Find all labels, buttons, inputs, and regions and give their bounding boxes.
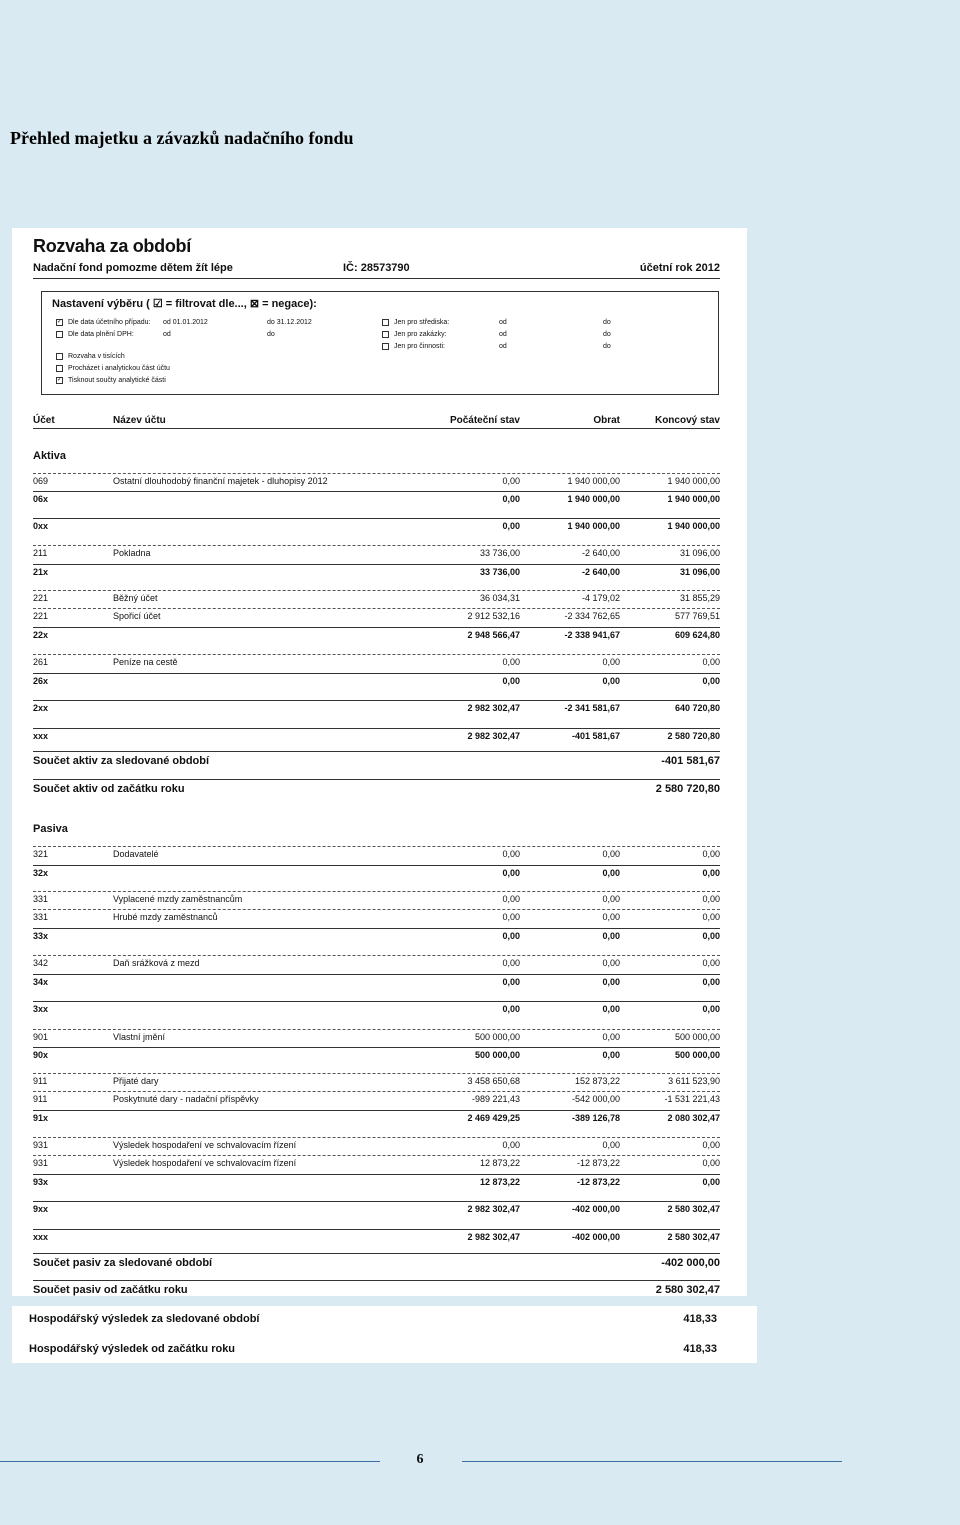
- account-cell: xxx: [33, 1232, 49, 1242]
- subtotal-row: [33, 491, 720, 507]
- end-cell: 500 000,00: [674, 1050, 720, 1060]
- end-cell: 0,00: [702, 676, 720, 686]
- turnover-cell: 0,00: [602, 1032, 620, 1042]
- end-cell: 2 080 302,47: [667, 1113, 720, 1123]
- start-cell: 2 469 429,25: [467, 1113, 520, 1123]
- end-cell: 0,00: [702, 657, 720, 667]
- start-cell: 2 982 302,47: [467, 1204, 520, 1214]
- checkbox-icon: [382, 331, 389, 338]
- turnover-cell: -2 334 762,65: [564, 611, 620, 621]
- filter-option: [56, 352, 125, 362]
- account-cell: 9xx: [33, 1204, 49, 1214]
- filter-option-label: Dle data plnění DPH:: [68, 331, 134, 338]
- account-cell: 34x: [33, 977, 49, 987]
- sum-label: Součet aktiv za sledované období: [33, 755, 210, 767]
- start-cell: 0,00: [502, 977, 520, 987]
- filter-option: [382, 342, 445, 352]
- end-cell: 2 580 720,80: [667, 731, 720, 741]
- turnover-cell: 0,00: [602, 849, 620, 859]
- start-cell: 2 982 302,47: [467, 1232, 520, 1242]
- start-cell: 0,00: [502, 931, 520, 941]
- table-row: [33, 545, 720, 561]
- end-cell: 1 940 000,00: [667, 476, 720, 486]
- divider: [33, 428, 720, 429]
- account-cell: 06x: [33, 494, 49, 504]
- end-cell: 0,00: [702, 868, 720, 878]
- account-cell: 221: [33, 611, 49, 621]
- aktiva-sum-year: [33, 779, 720, 796]
- start-cell: 12 873,22: [479, 1158, 520, 1168]
- start-cell: 0,00: [502, 868, 520, 878]
- table-row: [33, 955, 720, 971]
- sum-value: -402 000,00: [661, 1257, 720, 1269]
- checked-checkbox-icon: ✓: [57, 318, 63, 325]
- start-cell: 2 948 566,47: [467, 630, 520, 640]
- start-cell: 0,00: [502, 494, 520, 504]
- account-cell: 342: [33, 958, 49, 968]
- turnover-cell: 0,00: [602, 912, 620, 922]
- sum-value: 2 580 720,80: [655, 783, 720, 795]
- filter-from-value: od: [163, 331, 171, 338]
- account-name-cell: Poskytnuté dary - nadační příspěvky: [113, 1094, 259, 1104]
- subtotal-row: [33, 673, 720, 689]
- start-cell: 500 000,00: [474, 1032, 520, 1042]
- start-cell: 0,00: [502, 1140, 520, 1150]
- table-row: [33, 1155, 720, 1171]
- account-cell: 91x: [33, 1113, 49, 1123]
- start-cell: 12 873,22: [479, 1177, 520, 1187]
- end-cell: 0,00: [702, 1140, 720, 1150]
- turnover-cell: 0,00: [602, 676, 620, 686]
- account-cell: 93x: [33, 1177, 49, 1187]
- account-cell: 261: [33, 657, 49, 667]
- filter-option-label: Jen pro zakázky:: [394, 331, 447, 338]
- account-cell: 911: [33, 1076, 48, 1086]
- account-name-cell: Hrubé mzdy zaměstnanců: [113, 912, 218, 922]
- account-cell: 0xx: [33, 521, 49, 531]
- end-cell: 0,00: [702, 931, 720, 941]
- filter-option: [56, 318, 151, 328]
- end-cell: 609 624,80: [674, 630, 720, 640]
- turnover-cell: 0,00: [602, 1140, 620, 1150]
- turnover-cell: 1 940 000,00: [567, 476, 620, 486]
- account-cell: 931: [33, 1140, 49, 1150]
- account-name-cell: Výsledek hospodaření ve schvalovacím řízení: [113, 1140, 297, 1150]
- turnover-cell: -389 126,78: [571, 1113, 620, 1123]
- account-cell: 901: [33, 1032, 49, 1042]
- account-name-cell: Běžný účet: [113, 593, 158, 603]
- end-cell: 640 720,80: [674, 703, 720, 713]
- col-turnover: Obrat: [593, 415, 620, 426]
- subtotal-row: [33, 865, 720, 881]
- turnover-cell: -401 581,67: [571, 731, 620, 741]
- checkbox-icon: [56, 331, 63, 338]
- end-cell: 577 769,51: [674, 611, 720, 621]
- turnover-cell: -12 873,22: [576, 1158, 620, 1168]
- subtotal-row: [33, 700, 720, 716]
- end-cell: 0,00: [702, 1158, 720, 1168]
- start-cell: 0,00: [502, 676, 520, 686]
- start-cell: -989 221,43: [471, 1094, 520, 1104]
- filter-option-label: Tisknout součty analytické části: [68, 377, 166, 384]
- turnover-cell: 0,00: [602, 931, 620, 941]
- checked-checkbox-icon: ✓: [57, 376, 63, 383]
- start-cell: 2 982 302,47: [467, 731, 520, 741]
- end-cell: -1 531 221,43: [664, 1094, 720, 1104]
- start-cell: 500 000,00: [474, 1050, 520, 1060]
- end-cell: 0,00: [702, 894, 720, 904]
- end-cell: 0,00: [702, 1004, 720, 1014]
- filter-option-label: Procházet i analytickou část účtu: [68, 365, 170, 372]
- end-cell: 1 940 000,00: [667, 521, 720, 531]
- end-cell: 0,00: [702, 958, 720, 968]
- pasiva-sum-year: [33, 1280, 720, 1297]
- account-cell: 21x: [33, 567, 49, 577]
- turnover-cell: -2 338 941,67: [564, 630, 620, 640]
- start-cell: 0,00: [502, 849, 520, 859]
- end-cell: 0,00: [702, 912, 720, 922]
- subtotal-row: [33, 1201, 720, 1217]
- account-cell: 32x: [33, 868, 49, 878]
- divider: [33, 278, 720, 279]
- checkbox-icon: [56, 353, 63, 360]
- account-cell: 321: [33, 849, 49, 859]
- org-name: Nadační fond pomozme dětem žít lépe: [33, 262, 233, 274]
- subtotal-row: [33, 728, 720, 744]
- turnover-cell: 0,00: [602, 977, 620, 987]
- filter-from-value: od: [499, 319, 507, 326]
- turnover-cell: 0,00: [602, 894, 620, 904]
- turnover-cell: -2 640,00: [581, 548, 620, 558]
- start-cell: 0,00: [502, 958, 520, 968]
- account-name-cell: Daň srážková z mezd: [113, 958, 200, 968]
- filter-to-value: do: [603, 343, 611, 350]
- account-cell: 931: [33, 1158, 49, 1168]
- balance-sheet-scan: [12, 228, 747, 1296]
- end-cell: 1 940 000,00: [667, 494, 720, 504]
- subtotal-row: [33, 928, 720, 944]
- col-account: Účet: [33, 415, 55, 426]
- filter-option-label: Jen pro činnosti:: [394, 343, 445, 350]
- account-name-cell: Pokladna: [113, 548, 151, 558]
- filter-option: [56, 376, 166, 386]
- account-cell: 331: [33, 894, 49, 904]
- col-end: Koncový stav: [654, 415, 720, 426]
- start-cell: 0,00: [502, 912, 520, 922]
- subtotal-row: [33, 627, 720, 643]
- start-cell: 33 736,00: [479, 567, 520, 577]
- end-cell: 31 096,00: [679, 548, 720, 558]
- subtotal-row: [33, 1229, 720, 1245]
- account-name-cell: Přijaté dary: [113, 1076, 159, 1086]
- sum-label: Součet pasiv za sledované období: [33, 1257, 213, 1269]
- checkbox-icon: [382, 319, 389, 326]
- account-cell: 069: [33, 476, 49, 486]
- subtotal-row: [33, 1047, 720, 1063]
- turnover-cell: 0,00: [602, 868, 620, 878]
- account-cell: 33x: [33, 931, 49, 941]
- pasiva-heading: Pasiva: [33, 823, 68, 835]
- filter-to-value: do: [603, 319, 611, 326]
- turnover-cell: -542 000,00: [571, 1094, 620, 1104]
- start-cell: 2 982 302,47: [467, 703, 520, 713]
- account-cell: 2xx: [33, 703, 49, 713]
- result-value: 418,33: [683, 1313, 717, 1325]
- footer-rule-left: [0, 1461, 380, 1462]
- filter-option: [382, 330, 447, 340]
- start-cell: 33 736,00: [479, 548, 520, 558]
- end-cell: 3 611 523,90: [668, 1076, 720, 1086]
- filter-title: Nastavení výběru ( ☑ = filtrovat dle..., ⊠ = negace):: [52, 298, 317, 310]
- turnover-cell: -402 000,00: [571, 1204, 620, 1214]
- fiscal-year: účetní rok 2012: [639, 262, 720, 274]
- turnover-cell: 0,00: [602, 1050, 620, 1060]
- table-row: [33, 473, 720, 489]
- org-ico: IČ: 28573790: [343, 262, 410, 274]
- start-cell: 0,00: [502, 657, 520, 667]
- start-cell: 0,00: [502, 1004, 520, 1014]
- page-title: Přehled majetku a závazků nadačního fondu: [10, 128, 354, 148]
- turnover-cell: 0,00: [602, 1004, 620, 1014]
- filter-from-value: od 01.01.2012: [163, 319, 208, 326]
- aktiva-sum-period: [33, 751, 720, 768]
- account-cell: 221: [33, 593, 49, 603]
- end-cell: 2 580 302,47: [667, 1232, 720, 1242]
- account-cell: 211: [33, 548, 48, 558]
- checkbox-icon: [382, 343, 389, 350]
- pasiva-sum-period: [33, 1253, 720, 1270]
- start-cell: 2 912 532,16: [467, 611, 520, 621]
- filter-to-value: do: [603, 331, 611, 338]
- account-cell: 26x: [33, 676, 49, 686]
- account-name-cell: Ostatní dlouhodobý finanční majetek - dluhopisy 2012: [113, 476, 328, 486]
- sum-label: Součet aktiv od začátku roku: [33, 783, 185, 795]
- filter-box: [41, 291, 719, 395]
- end-cell: 500 000,00: [674, 1032, 720, 1042]
- account-cell: 90x: [33, 1050, 49, 1060]
- account-cell: xxx: [33, 731, 49, 741]
- turnover-cell: -402 000,00: [571, 1232, 620, 1242]
- filter-from-value: od: [499, 343, 507, 350]
- sum-label: Součet pasiv od začátku roku: [33, 1284, 188, 1296]
- turnover-cell: -2 640,00: [581, 567, 620, 577]
- sum-value: 2 580 302,47: [655, 1284, 720, 1296]
- turnover-cell: 0,00: [602, 958, 620, 968]
- filter-to-value: do: [267, 331, 275, 338]
- turnover-cell: 1 940 000,00: [567, 494, 620, 504]
- sum-value: -401 581,67: [661, 755, 720, 767]
- filter-option-label: Dle data účetního případu:: [68, 319, 151, 326]
- aktiva-heading: Aktiva: [33, 450, 67, 462]
- filter-to-value: do 31.12.2012: [267, 319, 312, 326]
- filter-option: [56, 364, 170, 374]
- result-value: 418,33: [683, 1343, 717, 1355]
- subtotal-row: [33, 1110, 720, 1126]
- table-row: [33, 891, 720, 907]
- turnover-cell: -2 341 581,67: [564, 703, 620, 713]
- turnover-cell: 0,00: [602, 657, 620, 667]
- footer-rule-right: [462, 1461, 842, 1462]
- filter-option: [382, 318, 449, 328]
- start-cell: 0,00: [502, 521, 520, 531]
- table-row: [33, 1137, 720, 1153]
- account-name-cell: Výsledek hospodaření ve schvalovacím řízení: [113, 1158, 297, 1168]
- account-cell: 3xx: [33, 1004, 49, 1014]
- table-row: [33, 608, 720, 624]
- subtotal-row: [33, 1001, 720, 1017]
- account-cell: 22x: [33, 630, 49, 640]
- start-cell: 36 034,31: [479, 593, 520, 603]
- account-name-cell: Vlastní jmění: [113, 1032, 166, 1042]
- account-name-cell: Vyplacené mzdy zaměstnancům: [113, 894, 243, 904]
- table-row: [33, 1029, 720, 1045]
- account-cell: 911: [33, 1094, 48, 1104]
- turnover-cell: -12 873,22: [576, 1177, 620, 1187]
- account-cell: 331: [33, 912, 49, 922]
- page-number: 6: [416, 1452, 424, 1467]
- account-name-cell: Peníze na cestě: [113, 657, 178, 667]
- end-cell: 2 580 302,47: [667, 1204, 720, 1214]
- result-label: Hospodářský výsledek od začátku roku: [29, 1343, 236, 1355]
- turnover-cell: -4 179,02: [581, 593, 620, 603]
- col-name: Název účtu: [113, 415, 166, 426]
- result-label: Hospodářský výsledek za sledované období: [29, 1313, 260, 1325]
- table-row: [33, 590, 720, 606]
- report-title: Rozvaha za období: [33, 236, 191, 256]
- table-row: [33, 1091, 720, 1107]
- end-cell: 0,00: [702, 977, 720, 987]
- end-cell: 0,00: [702, 849, 720, 859]
- table-row: [33, 1073, 720, 1089]
- result-scan: [12, 1306, 757, 1363]
- start-cell: 0,00: [502, 894, 520, 904]
- filter-option: [56, 330, 134, 340]
- subtotal-row: [33, 518, 720, 534]
- subtotal-row: [33, 1174, 720, 1190]
- subtotal-row: [33, 564, 720, 580]
- account-name-cell: Dodavatelé: [113, 849, 159, 859]
- col-start: Počáteční stav: [449, 415, 520, 426]
- start-cell: 3 458 650,68: [467, 1076, 520, 1086]
- end-cell: 31 096,00: [679, 567, 720, 577]
- end-cell: 31 855,29: [679, 593, 720, 603]
- checkbox-icon: [56, 365, 63, 372]
- turnover-cell: 1 940 000,00: [567, 521, 620, 531]
- account-name-cell: Spořicí účet: [113, 611, 161, 621]
- start-cell: 0,00: [502, 476, 520, 486]
- filter-option-label: Rozvaha v tisících: [68, 353, 125, 360]
- filter-from-value: od: [499, 331, 507, 338]
- turnover-cell: 152 873,22: [574, 1076, 620, 1086]
- end-cell: 0,00: [702, 1177, 720, 1187]
- table-row: [33, 909, 720, 925]
- filter-option-label: Jen pro střediska:: [394, 319, 450, 326]
- table-row: [33, 654, 720, 670]
- table-row: [33, 846, 720, 862]
- subtotal-row: [33, 974, 720, 990]
